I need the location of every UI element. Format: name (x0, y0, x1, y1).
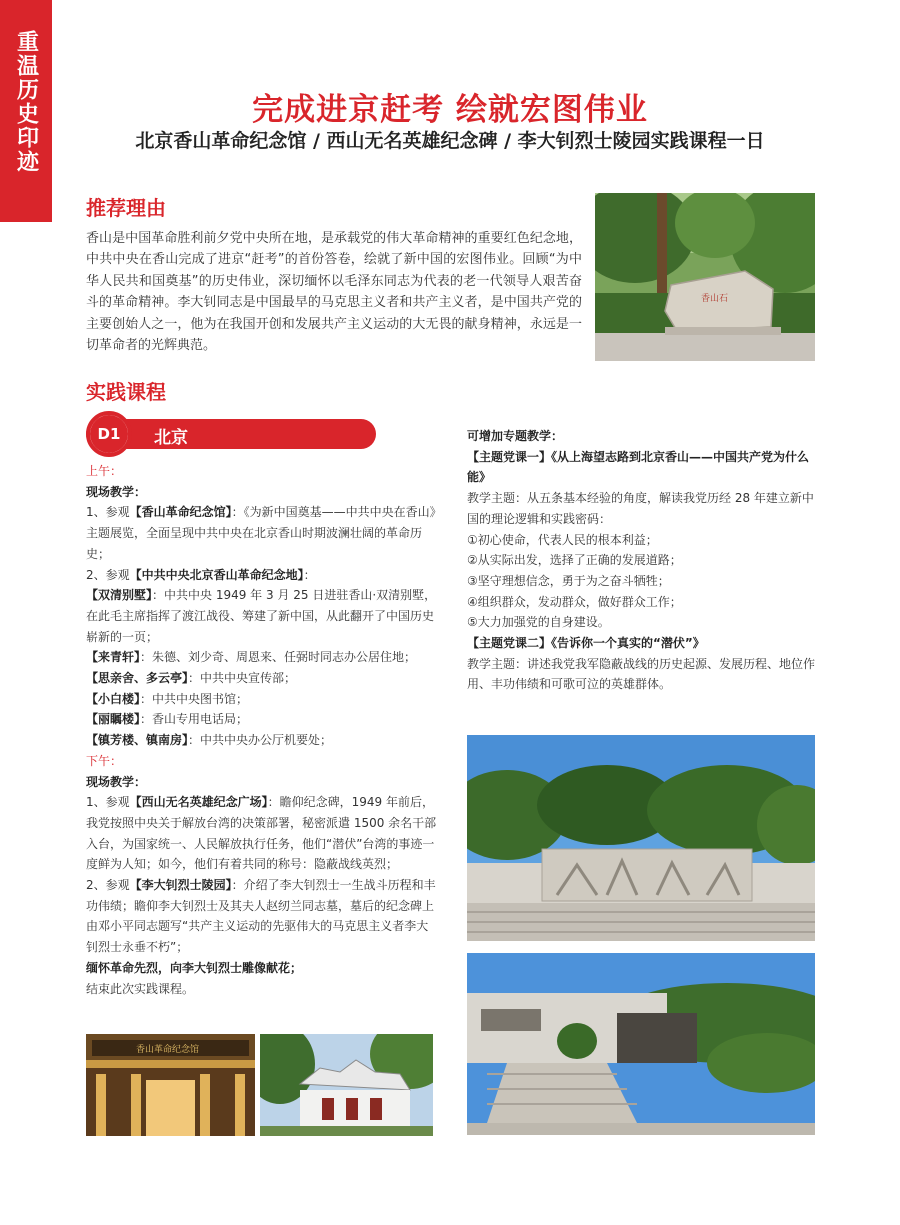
course-end: 结束此次实践课程。 (86, 981, 195, 996)
reason-text: 香山是中国革命胜利前夕党中央所在地，是承载党的伟大革命精神的重要红色纪念地，中共中央在香山完成了进京“赶考”的首份答卷，绘就了新中国的宏图伟业。回顾“为中华人民共和国奠基”的历史伟业，深切缅怀以毛泽东同志为代表的老一代领导人艰苦奋斗的革命精神。李大钊同志是中国最早的马克思主义者和共产主义者，是中国共产党的主要创始人之一，他为在我国开创和发展共产主义运动的大无畏的献身精神，永远是一切革命者的光辉典范。 (86, 231, 582, 354)
lecture-1-point-3: ③坚守理想信念，勇于为之奋斗牺牲； (467, 573, 670, 588)
afternoon-item-3: 缅怀革命先烈，向李大钊烈士雕像献花； (86, 960, 303, 975)
afternoon-item-2: 2、参观【李大钊烈士陵园】：介绍了李大钊烈士一生战斗历程和丰功伟绩；瞻仰李大钊烈士及其夫人赵纫兰同志墓，墓后的纪念碑上由邓小平同志题写“共产主义运动的先驱伟大的马克思主义者李大钊烈士永垂不朽”； (86, 878, 436, 955)
morning-label: 上午： (86, 464, 123, 478)
side-tab-label: 重温历史印迹 (13, 30, 40, 174)
morning-item-2: 2、参观【中共中央北京香山革命纪念地】： (86, 567, 316, 582)
lecture-2-theme: 教学主题：讲述我党我军隐蔽战线的历史起源、发展历程、地位作用、丰功伟绩和可歌可泣的英雄群体。 (467, 656, 816, 692)
right-column (467, 426, 815, 695)
site-laiqing: 【来青轩】：朱德、刘少奇、周恩来、任弼时同志办公居住地； (86, 650, 417, 665)
page-subtitle: 北京香山革命纪念馆 / 西山无名英雄纪念碑 / 李大钊烈士陵园实践课程一日 (135, 130, 765, 152)
lecture-1-point-5: ⑤大力加强党的自身建设。 (467, 615, 610, 630)
onsite-label-2: 现场教学： (86, 774, 147, 789)
left-column (86, 461, 440, 999)
onsite-label-1: 现场教学： (86, 484, 147, 499)
afternoon-item-1: 1、参观【西山无名英雄纪念广场】：瞻仰纪念碑，1949 年前后，我党按照中央关于解放台湾的决策部署，秘密派遣 1500 余名干部入台，为国家统一、人民解放执行任务，他们“潜伏”台湾的事迹一度鲜为人知；如今，他们有着共同的称号：隐蔽战线英烈； (86, 795, 437, 872)
lecture-1-theme: 教学主题：从五条基本经验的角度，解读我党历经 28 年建立新中国的理论逻辑和实践密码： (467, 491, 814, 526)
site-zhenfang: 【镇芳楼、镇南房】：中共中央办公厅机要处； (86, 733, 333, 748)
lecture-1-point-1: ①初心使命，代表人民的根本利益； (467, 532, 658, 547)
morning-item-1: 1、参观【香山革命纪念馆】：《为新中国奠基——中共中央在香山》主题展览，全面呈现中共中央在北京香山时期波澜壮阔的革命历史； (86, 505, 436, 561)
hall-plaque: 香山革命纪念馆 (136, 1045, 200, 1055)
photo-lidazhao-cemetery (467, 953, 815, 1135)
lecture-2-title: 【主题党课二】《告诉你一个真实的“潜伏”》 (467, 636, 705, 651)
site-xiaobai: 【小白楼】：中共中央图书馆； (86, 691, 249, 706)
extra-heading: 可增加专题教学： (467, 429, 564, 443)
lecture-1-title: 【主题党课一】《从上海望志路到北京香山——中国共产党为什么能》 (467, 449, 810, 485)
course-heading: 实践课程 (86, 380, 166, 404)
photo-xiangshan-stone (595, 193, 815, 361)
reason-heading: 推荐理由 (86, 196, 166, 220)
site-siqin: 【思亲舍、多云亭】：中共中央宣传部； (86, 671, 297, 686)
day-badge: D1 (90, 415, 128, 453)
photo-memorial-hall (86, 1034, 255, 1136)
lecture-1-point-4: ④组织群众，发动群众，做好群众工作； (467, 594, 682, 609)
photo-xishan-monument (467, 735, 815, 941)
photo-shuangqing-villa (260, 1034, 433, 1136)
lecture-1-point-2: ②从实际出发，选择了正确的发展道路； (467, 553, 682, 568)
site-shuangqing: 【双清别墅】：中共中央 1949 年 3 月 25 日进驻香山·双清别墅，在此毛主席指挥了渡江战役、筹建了新中国，从此翻开了中国历史崭新的一页； (86, 588, 437, 644)
afternoon-label: 下午： (86, 753, 123, 768)
site-lizhu: 【丽瞩楼】：香山专用电话局； (86, 712, 249, 727)
stone-inscription: 香山石 (701, 294, 729, 304)
day-city: 北京 (154, 428, 188, 448)
page-title: 完成进京赶考 绘就宏图伟业 (252, 92, 648, 128)
